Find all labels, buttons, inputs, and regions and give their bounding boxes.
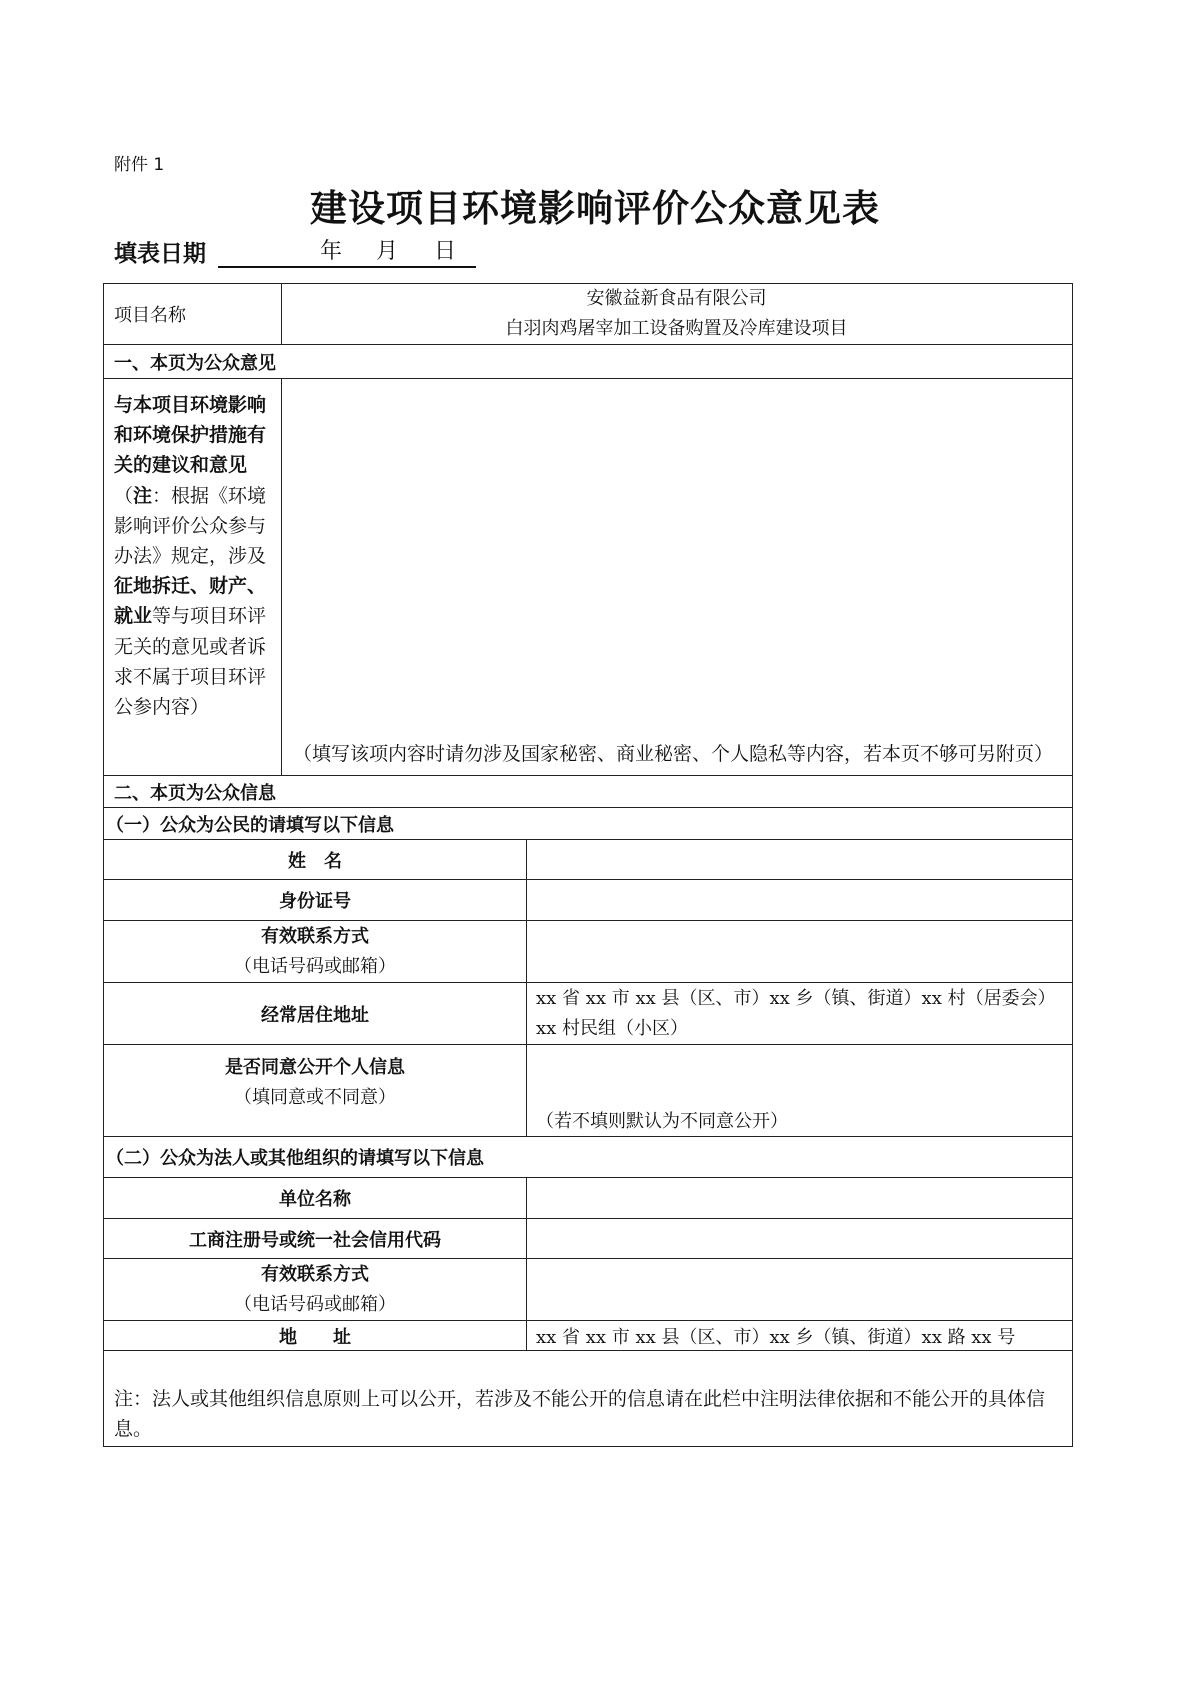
org-heading: （二）公众为法人或其他组织的请填写以下信息: [106, 1148, 484, 1169]
project-company: 安徽益新食品有限公司: [586, 288, 767, 309]
citizen-address-row: [104, 983, 1072, 1045]
org-reg-row: [104, 1219, 1072, 1259]
citizen-contact-input[interactable]: [526, 921, 1072, 982]
footer-note[interactable]: [104, 1351, 1072, 1446]
org-address-value: xx 省 xx 市 xx 县（区、市）xx 乡（镇、街道）xx 路 xx 号: [536, 1326, 1016, 1348]
page-title: 建设项目环境影响评价公众意见表: [310, 186, 880, 230]
year-label: 年: [320, 239, 343, 264]
opinion-label-text-3: 等与项目环评无关的意见或者诉求不属于项目环评公参内容）: [114, 605, 267, 719]
citizen-address-label: 经常居住地址: [261, 1004, 369, 1026]
opinion-input-note: （填写该项内容时请勿涉及国家秘密、商业秘密、个人隐私等内容，若本页不够可另附页）: [293, 743, 1054, 765]
project-name-label: 项目名称: [114, 305, 186, 326]
org-address-label: 地 址: [279, 1326, 351, 1348]
section2-heading: 二、本页为公众信息: [114, 782, 276, 804]
org-unit-label: 单位名称: [279, 1189, 351, 1210]
fill-date-label: 填表日期: [114, 241, 206, 267]
org-contact-input[interactable]: [526, 1259, 1072, 1320]
citizen-consent-title: 是否同意公开个人信息: [225, 1056, 405, 1078]
org-reg-input[interactable]: [526, 1219, 1072, 1258]
opinion-label-bold-1: 与本项目环境影响和环境保护措施有关的建议和意见: [114, 394, 267, 477]
citizen-contact-label: [104, 921, 526, 982]
org-contact-row: [104, 1259, 1072, 1321]
citizen-id-label: 身份证号: [279, 891, 351, 912]
org-unit-input[interactable]: [526, 1178, 1072, 1218]
citizen-heading-row: [104, 808, 1072, 840]
opinion-label-bold-2: 注: [133, 484, 153, 507]
org-unit-row: [104, 1178, 1072, 1219]
opinion-label: [104, 379, 281, 775]
citizen-consent-sub: （填同意或不同意）: [234, 1086, 396, 1108]
opinion-form-table: [103, 283, 1073, 1447]
org-heading-row: [104, 1137, 1072, 1178]
opinion-row: [104, 379, 1072, 776]
attachment-label: 附件 1: [114, 155, 165, 175]
footer-note-row: [104, 1351, 1072, 1446]
citizen-consent-note: （若不填则默认为不同意公开）: [536, 1111, 788, 1132]
project-name-row: [104, 284, 1072, 345]
opinion-label-text-2: ：根据《环境影响评价公众参与办法》规定，涉及: [114, 484, 267, 568]
fill-date-field[interactable]: [218, 235, 476, 268]
citizen-contact-sub: （电话号码或邮箱）: [234, 955, 396, 977]
citizen-contact-title: 有效联系方式: [261, 925, 369, 947]
opinion-label-text-1: （: [114, 484, 134, 507]
citizen-id-row: [104, 880, 1072, 921]
org-address-input[interactable]: [526, 1321, 1072, 1350]
opinion-input-area[interactable]: [281, 379, 1072, 775]
section2-heading-row: [104, 776, 1072, 808]
citizen-name-row: [104, 840, 1072, 880]
project-name-value: [281, 284, 1072, 344]
citizen-heading: （一）公众为公民的请填写以下信息: [106, 814, 394, 836]
citizen-contact-row: [104, 921, 1072, 983]
org-contact-sub: （电话号码或邮箱）: [234, 1293, 396, 1315]
org-contact-title: 有效联系方式: [261, 1263, 369, 1285]
org-contact-label: [104, 1259, 526, 1320]
citizen-name-label: 姓 名: [288, 850, 342, 872]
citizen-consent-row: [104, 1045, 1072, 1137]
citizen-id-input[interactable]: [526, 880, 1072, 920]
citizen-address-input[interactable]: [526, 983, 1072, 1044]
citizen-address-value: xx 省 xx 市 xx 县（区、市）xx 乡（镇、街道）xx 村（居委会）xx 村民组（小区）: [536, 987, 1056, 1039]
month-label: 月: [376, 239, 399, 264]
section1-heading-row: [104, 345, 1072, 379]
fill-date-row: [114, 235, 476, 268]
org-reg-label: 工商注册号或统一社会信用代码: [189, 1229, 441, 1251]
citizen-name-input[interactable]: [526, 840, 1072, 879]
opinion-label-bold-3: 征地拆迁、财产、就业: [114, 575, 267, 628]
org-address-row: [104, 1321, 1072, 1351]
project-title: 白羽肉鸡屠宰加工设备购置及冷库建设项目: [505, 318, 848, 339]
section1-heading: 一、本页为公众意见: [114, 352, 276, 374]
citizen-consent-input[interactable]: [526, 1045, 1072, 1136]
citizen-consent-label: [104, 1045, 526, 1136]
footer-note-text: 注：法人或其他组织信息原则上可以公开，若涉及不能公开的信息请在此栏中注明法律依据和不能公开的具体信息。: [114, 1388, 1046, 1440]
day-label: 日: [434, 239, 457, 264]
